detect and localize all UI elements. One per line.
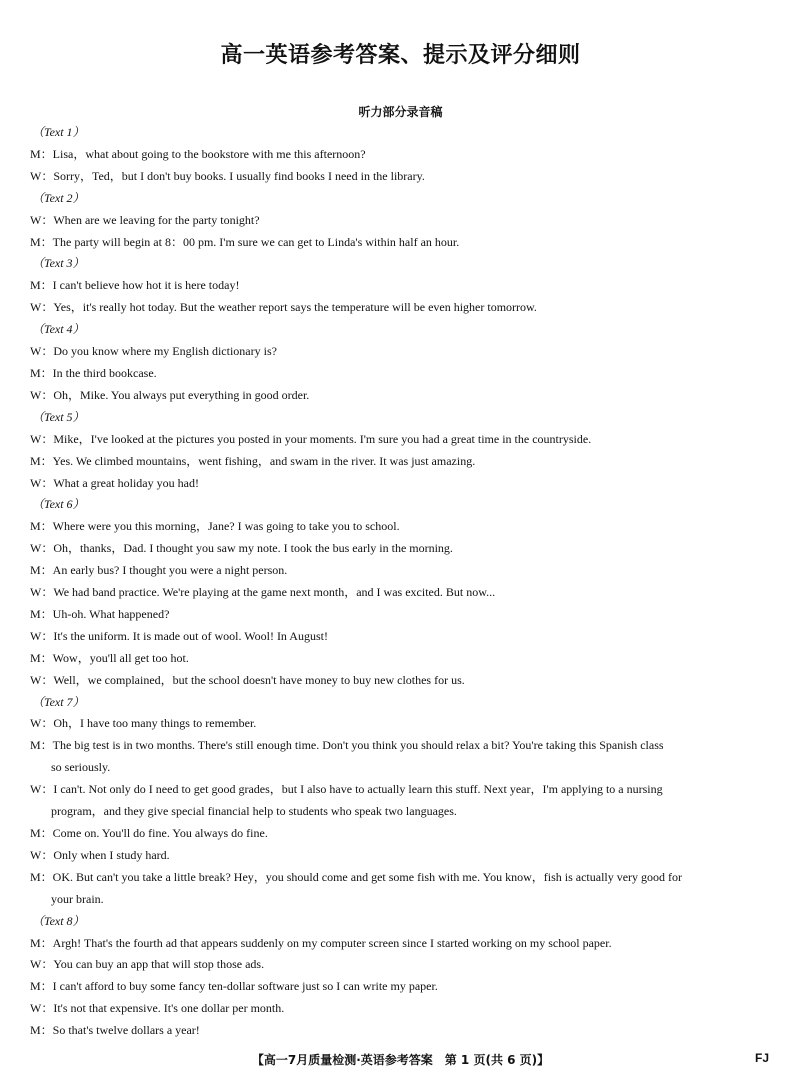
dialogue-text: M：In the third bookcase. — [30, 365, 157, 380]
dialogue-continuation: your brain. — [51, 891, 104, 906]
dialogue-text: W：Well，we complained，but the school doesn't have money to buy new clothes for us. — [30, 672, 465, 687]
footer-code: FJ — [754, 1051, 769, 1065]
dialogue-line — [30, 144, 776, 166]
dialogue-line — [30, 954, 776, 976]
dialogue-line — [30, 166, 776, 188]
dialogue-line — [30, 516, 776, 538]
dialogue-line — [30, 210, 776, 232]
dialogue-text: M：Uh-oh. What happened? — [30, 606, 170, 621]
dialogue-text: W：Oh，Mike. You always put everything in good order. — [30, 387, 310, 402]
dialogue-line — [30, 998, 776, 1020]
dialogue-text: M：The party will begin at 8：00 pm. I'm sure we can get to Linda's within half an hour. — [30, 234, 460, 249]
dialogue-text: W：It's the uniform. It is made out of wool. Wool! In August! — [30, 628, 328, 643]
dialogue-line — [30, 363, 776, 385]
dialogue-continuation: so seriously. — [51, 760, 111, 775]
dialogue-text: M：So that's twelve dollars a year! — [30, 1023, 200, 1038]
page-footer: 【高一7月质量检测·英语参考答案 第 1 页(共 6 页)】 — [251, 1053, 550, 1067]
dialogue-line — [30, 604, 776, 626]
dialogue-line — [30, 1020, 776, 1042]
dialogue-text: W：Oh，thanks，Dad. I thought you saw my note. I took the bus early in the morning. — [30, 541, 453, 556]
dialogue-continuation: program，and they give special financial help to students who speak two languages. — [51, 804, 457, 819]
dialogue-text: M：I can't afford to buy some fancy ten-dollar software just so I can write my paper. — [30, 979, 438, 994]
dialogue-text: M：Where were you this morning，Jane? I was going to take you to school. — [30, 519, 400, 534]
dialogue-line — [30, 297, 776, 319]
dialogue-text: W：Yes，it's really hot today. But the weather report says the temperature will be even higher tomorrow. — [30, 300, 537, 315]
dialogue-text: W：When are we leaving for the party tonight? — [30, 212, 260, 227]
dialogue-line — [30, 648, 776, 670]
dialogue-line — [30, 232, 776, 254]
text-heading — [30, 188, 776, 210]
dialogue-text: M：Lisa，what about going to the bookstore with me this afternoon? — [30, 146, 366, 161]
text-heading-label: （Text 6） — [32, 497, 85, 512]
dialogue-text: W：Mike，I've looked at the pictures you posted in your moments. I'm sure you had a great time in the countryside. — [30, 431, 592, 446]
text-heading-label: （Text 5） — [32, 409, 85, 424]
dialogue-line — [30, 451, 776, 473]
transcript-lines — [30, 122, 776, 1042]
dialogue-line — [30, 560, 776, 582]
dialogue-line — [30, 823, 776, 845]
text-heading-label: （Text 8） — [32, 913, 85, 928]
text-heading — [30, 253, 776, 275]
dialogue-text: W：We had band practice. We're playing at the game next month，and I was excited. But now... — [30, 585, 496, 600]
text-heading — [30, 494, 776, 516]
dialogue-line — [30, 867, 776, 911]
dialogue-text: M：Argh! That's the fourth ad that appears suddenly on my computer screen since I started working on my school paper. — [30, 935, 612, 950]
dialogue-line — [30, 845, 776, 867]
text-heading-label: （Text 4） — [32, 322, 85, 337]
dialogue-text: M：Wow，you'll all get too hot. — [30, 650, 189, 665]
dialogue-line — [30, 538, 776, 560]
dialogue-text: M：An early bus? I thought you were a night person. — [30, 563, 288, 578]
dialogue-line — [30, 670, 776, 692]
dialogue-text: W：I can't. Not only do I need to get good grades，but I also have to actually learn this stuff. Next year，I'm applying to a nursing — [30, 782, 663, 797]
text-heading — [30, 911, 776, 933]
dialogue-line — [30, 385, 776, 407]
dialogue-text: M：The big test is in two months. There's still enough time. Don't you think you should relax a bit? You're taking this Spanish class — [30, 738, 664, 753]
dialogue-line — [30, 582, 776, 604]
text-heading-label: （Text 7） — [32, 694, 85, 709]
dialogue-text: M：Yes. We climbed mountains，went fishing，and swam in the river. It was just amazing. — [30, 453, 476, 468]
dialogue-text: W：Sorry，Ted，but I don't buy books. I usually find books I need in the library. — [30, 168, 425, 183]
dialogue-text: M：Come on. You'll do fine. You always do fine. — [30, 826, 268, 840]
dialogue-line — [30, 275, 776, 297]
dialogue-line — [30, 976, 776, 998]
dialogue-line — [30, 341, 776, 363]
dialogue-text: M：I can't believe how hot it is here today! — [30, 278, 240, 293]
section-title: 听力部分录音稿 — [358, 105, 443, 119]
text-heading — [30, 692, 776, 714]
dialogue-line — [30, 473, 776, 495]
dialogue-line — [30, 626, 776, 648]
dialogue-line — [30, 429, 776, 451]
dialogue-text: W：It's not that expensive. It's one dollar per month. — [30, 1001, 285, 1016]
text-heading-label: （Text 1） — [32, 125, 85, 139]
dialogue-line — [30, 933, 776, 955]
dialogue-text: W：Do you know where my English dictionary is? — [30, 344, 277, 359]
dialogue-text: W：You can buy an app that will stop those ads. — [30, 957, 265, 972]
text-heading-label: （Text 3） — [32, 256, 85, 271]
text-heading — [30, 319, 776, 341]
dialogue-line — [30, 779, 776, 823]
document-title: 高一英语参考答案、提示及评分细则 — [220, 43, 581, 68]
dialogue-text: W：Oh，I have too many things to remember. — [30, 716, 257, 731]
dialogue-text: W：What a great holiday you had! — [30, 475, 199, 490]
text-heading-label: （Text 2） — [32, 190, 85, 205]
text-heading — [30, 407, 776, 429]
text-heading — [30, 122, 776, 144]
dialogue-text: M：OK. But can't you take a little break? Hey，you should come and get some fish with me. You know，fish is actually very good for — [30, 869, 683, 884]
dialogue-text: W：Only when I study hard. — [30, 847, 170, 862]
dialogue-line — [30, 735, 776, 779]
dialogue-line — [30, 713, 776, 735]
